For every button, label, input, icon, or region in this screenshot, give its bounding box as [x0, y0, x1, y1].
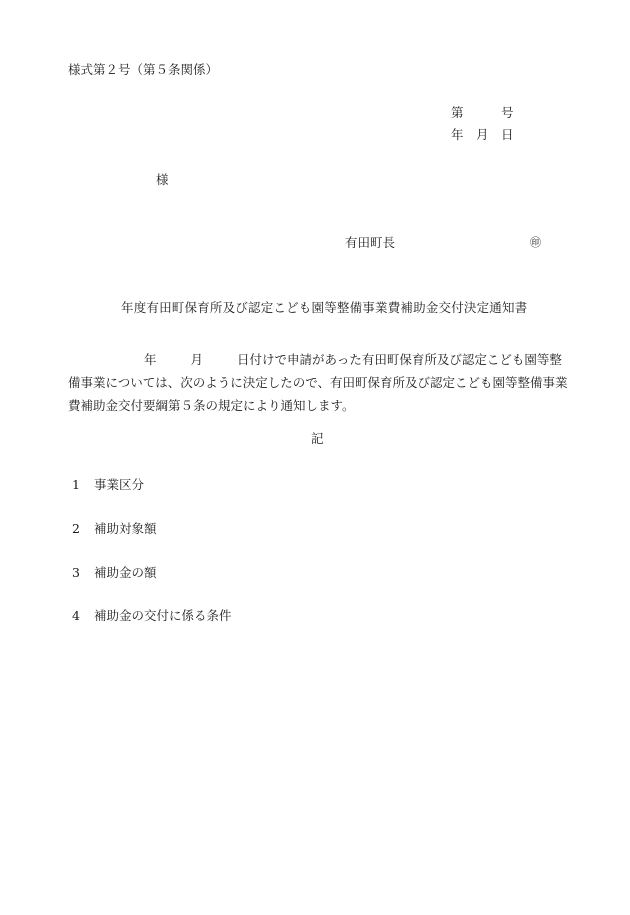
body-line-3: 費補助金交付要綱第５条の規定により通知します。	[68, 398, 355, 413]
list-item	[72, 567, 157, 580]
body-line-1-text: 日付けで申請があった有田町保育所及び認定こども園等整	[237, 352, 562, 367]
doc-number-suffix: 号	[501, 105, 514, 120]
form-label: 様式第２号（第５条関係）	[68, 62, 219, 77]
document-title: 年度有田町保育所及び認定こども園等整備事業費補助金交付決定通知書	[121, 300, 528, 315]
list-item-number: 4	[72, 608, 80, 623]
list-item-number: 1	[72, 477, 80, 492]
issuer-name: 有田町長	[345, 235, 396, 250]
list-item-label: 補助金の額	[94, 565, 157, 580]
list-item-number: 3	[72, 565, 80, 580]
list-item-label: 事業区分	[94, 477, 145, 492]
ki-heading: 記	[311, 431, 324, 446]
list-item-label: 補助対象額	[94, 521, 157, 536]
list-item	[72, 479, 144, 492]
doc-number-prefix: 第	[451, 105, 464, 120]
date-day-label: 日	[501, 127, 514, 142]
body-line-1	[68, 348, 562, 371]
body-year-label: 年	[144, 352, 157, 367]
body-paragraph	[68, 348, 568, 417]
list-item	[72, 610, 232, 623]
body-line-2: 備事業については、次のように決定したので、有田町保育所及び認定こども園等整備事業	[68, 375, 568, 390]
body-month-label: 月	[190, 352, 204, 367]
addressee-honorific: 様	[156, 172, 169, 187]
list-item	[72, 523, 157, 536]
list-item-number: 2	[72, 521, 80, 536]
list-item-label: 補助金の交付に係る条件	[94, 608, 232, 623]
date-year-label: 年	[451, 127, 464, 142]
date-month-label: 月	[476, 127, 489, 142]
seal-mark: ㊞	[530, 236, 541, 249]
